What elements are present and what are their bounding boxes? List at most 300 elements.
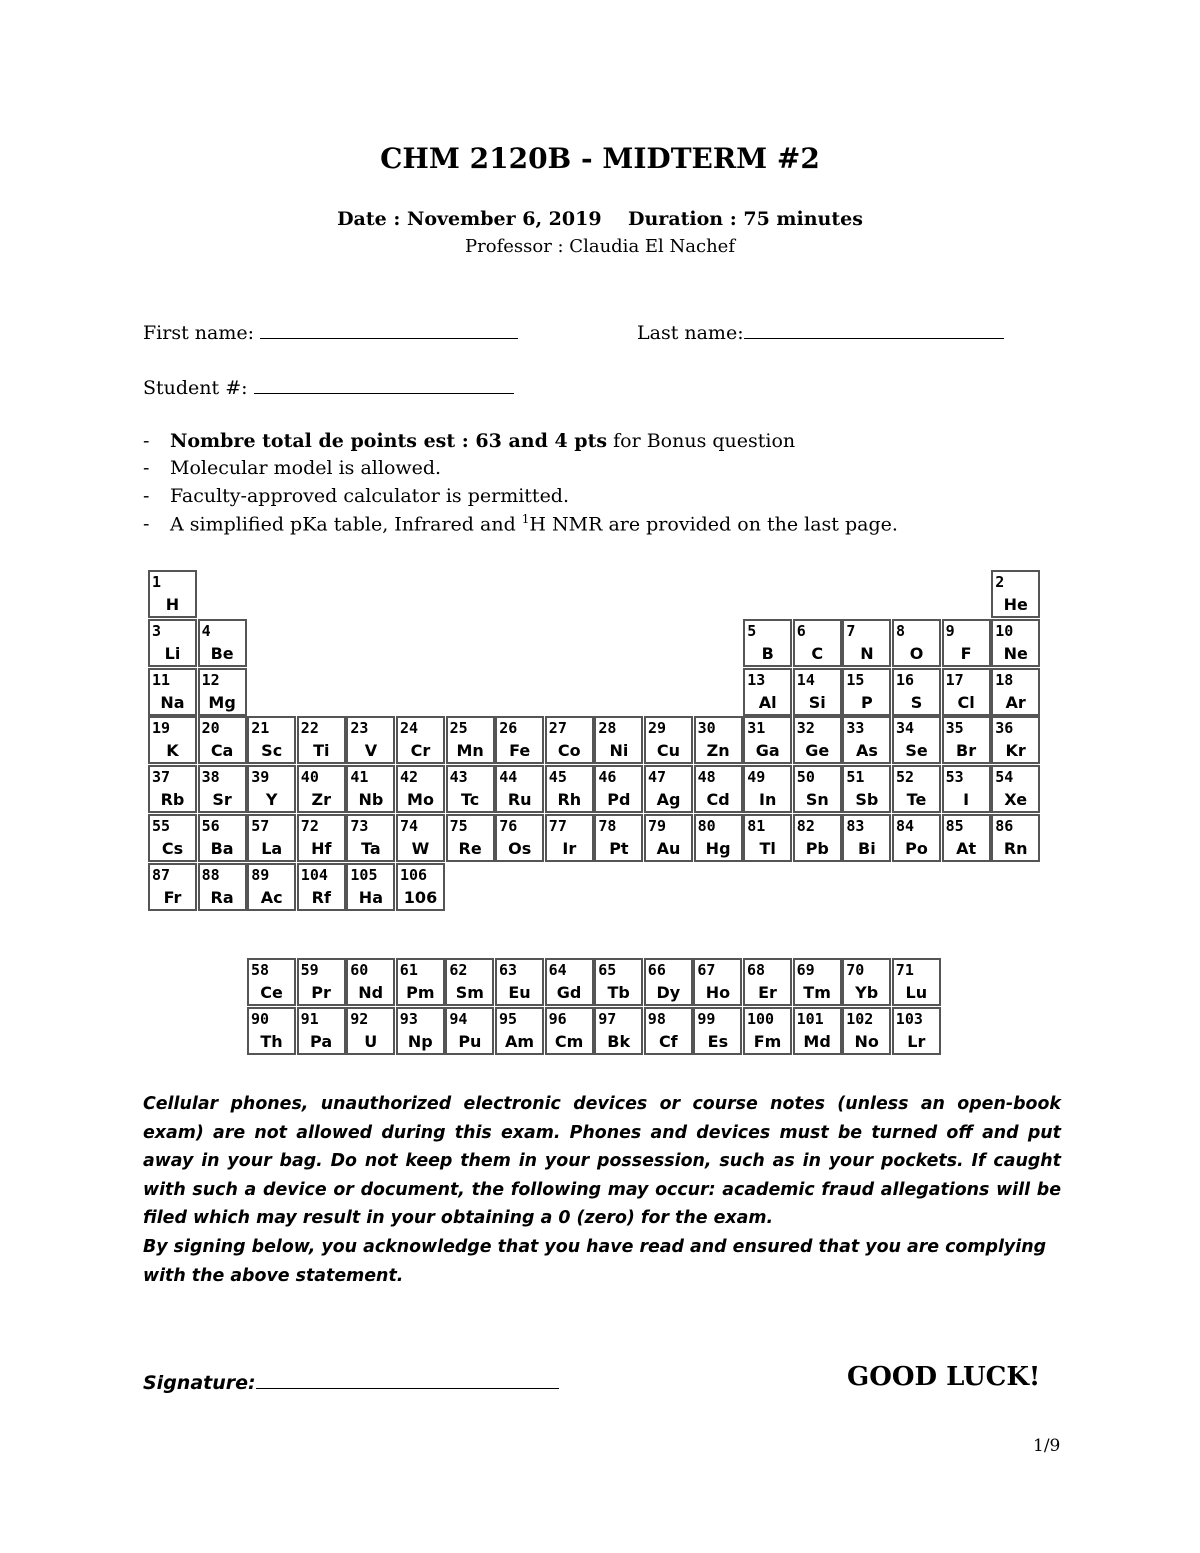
atomic-number: 73 (350, 817, 369, 835)
element-cell (446, 765, 495, 813)
element-cell (991, 814, 1040, 862)
element-cell (346, 814, 395, 862)
element-cell (198, 814, 247, 862)
student-number-blank[interactable] (254, 375, 514, 394)
element-cell (892, 814, 941, 862)
element-cell (743, 1007, 792, 1055)
atomic-number: 45 (548, 768, 567, 787)
element-cell (793, 619, 842, 667)
element-cell (694, 716, 743, 764)
element-symbol: Rf (311, 887, 331, 907)
atomic-number: 13 (747, 670, 766, 689)
atomic-number: 97 (598, 1009, 617, 1028)
element-symbol: Sr (212, 790, 232, 810)
atomic-number: 25 (449, 719, 468, 738)
lanthanide-actinide-table (247, 958, 943, 1056)
element-symbol: C (811, 643, 824, 663)
atomic-number: 41 (350, 768, 369, 787)
element-cell (148, 619, 197, 667)
element-cell (892, 958, 941, 1006)
element-cell (495, 1007, 544, 1055)
element-cell (545, 716, 594, 764)
first-name-label: First name: (143, 322, 254, 344)
atomic-number: 9 (945, 621, 955, 640)
element-cell (297, 958, 346, 1006)
element-cell (247, 765, 296, 813)
element-cell (297, 814, 346, 862)
element-cell (545, 958, 594, 1006)
element-cell (842, 619, 891, 667)
element-cell (793, 1007, 842, 1055)
atomic-number: 37 (152, 768, 171, 787)
atomic-number: 14 (796, 670, 815, 689)
element-symbol: Si (808, 692, 826, 712)
atomic-number: 7 (846, 621, 856, 640)
element-symbol: Ce (260, 983, 283, 1002)
atomic-number: 98 (647, 1009, 666, 1028)
element-cell (396, 1007, 445, 1055)
element-cell (594, 765, 643, 813)
element-cell (693, 958, 742, 1006)
element-symbol: Eu (508, 983, 531, 1002)
element-cell (892, 619, 941, 667)
element-symbol: 106 (403, 887, 438, 907)
element-symbol: Fr (163, 887, 182, 907)
atomic-number: 29 (648, 719, 667, 738)
element-cell (148, 570, 197, 618)
atomic-number: 102 (846, 1009, 874, 1028)
element-symbol: Cs (161, 839, 184, 858)
atomic-number: 89 (251, 865, 270, 884)
professor-line: Professor : Claudia El Nachef (465, 236, 735, 257)
element-cell (842, 716, 891, 764)
element-cell (991, 668, 1040, 716)
element-cell (198, 863, 247, 911)
instruction-item: - Faculty-approved calculator is permitted. (143, 485, 570, 507)
atomic-number: 24 (400, 719, 419, 738)
first-name-blank[interactable] (260, 320, 518, 339)
element-symbol: Cd (706, 790, 730, 810)
atomic-number: 40 (300, 768, 319, 787)
atomic-number: 47 (648, 768, 667, 787)
date-duration-line: Date : November 6, 2019 Duration : 75 minutes (337, 208, 863, 230)
atomic-number: 93 (399, 1009, 418, 1028)
element-symbol: Am (504, 1031, 535, 1051)
element-symbol: Ag (656, 790, 681, 810)
element-symbol: Tl (759, 839, 776, 858)
element-symbol: Li (164, 643, 181, 663)
atomic-number: 12 (201, 670, 220, 689)
periodic-table (148, 570, 1042, 912)
element-symbol: Gd (556, 983, 582, 1002)
element-symbol: Er (758, 983, 777, 1002)
atomic-number: 6 (796, 621, 806, 640)
element-cell (942, 814, 991, 862)
element-cell (445, 1007, 494, 1055)
signature-blank[interactable] (256, 1370, 559, 1389)
atomic-number: 81 (747, 817, 766, 835)
element-symbol: Se (905, 741, 928, 761)
element-symbol: La (261, 839, 283, 858)
element-cell (148, 765, 197, 813)
element-symbol: Md (803, 1031, 831, 1051)
atomic-number: 20 (201, 719, 220, 738)
element-cell (495, 716, 544, 764)
element-symbol: U (364, 1031, 378, 1051)
atomic-number: 66 (647, 961, 666, 979)
atomic-number: 59 (300, 961, 319, 979)
element-symbol: Th (260, 1031, 283, 1051)
element-symbol: Al (758, 692, 777, 712)
element-symbol: Ba (210, 839, 234, 858)
element-cell (743, 619, 792, 667)
atomic-number: 22 (300, 719, 319, 738)
element-cell (445, 958, 494, 1006)
element-cell (148, 716, 197, 764)
atomic-number: 30 (697, 719, 716, 738)
element-symbol: Lu (905, 983, 928, 1002)
atomic-number: 19 (152, 719, 171, 738)
atomic-number: 84 (896, 817, 915, 835)
element-cell (148, 814, 197, 862)
element-symbol: Au (656, 839, 681, 858)
notice-paragraph: Cellular phones, unauthorized electronic devices or course notes (unless an open-book exam) are not allowed during this exam. Phones and devices must be turned off and put away in your bag. Do not keep them in your possession, such as in your pockets. If caught with such a device or document, the following may occur: academic fraud allegations will be filed which may result in your obtaining a 0 (zero) for the exam. (143, 1094, 1061, 1229)
element-cell (942, 765, 991, 813)
element-cell (594, 716, 643, 764)
element-cell (297, 716, 346, 764)
element-symbol: Rb (160, 790, 185, 810)
element-symbol: Dy (656, 983, 681, 1002)
atomic-number: 10 (995, 621, 1014, 640)
atomic-number: 94 (449, 1009, 468, 1028)
element-symbol: Tb (607, 983, 630, 1002)
element-symbol: I (963, 790, 970, 810)
element-cell (942, 619, 991, 667)
element-symbol: As (855, 741, 878, 761)
element-cell (892, 765, 941, 813)
element-symbol: O (909, 643, 924, 663)
element-cell (495, 765, 544, 813)
atomic-number: 62 (449, 961, 468, 979)
atomic-number: 65 (598, 961, 617, 979)
element-cell (198, 765, 247, 813)
element-cell (743, 814, 792, 862)
element-cell (694, 765, 743, 813)
element-cell (942, 668, 991, 716)
element-cell (545, 765, 594, 813)
element-symbol: Pu (458, 1031, 482, 1051)
element-cell (842, 668, 891, 716)
atomic-number: 77 (548, 817, 567, 835)
atomic-number: 46 (598, 768, 617, 787)
element-symbol: Y (265, 790, 278, 810)
element-cell (644, 958, 693, 1006)
student-number-field (143, 375, 514, 399)
atomic-number: 101 (796, 1009, 824, 1028)
element-symbol: Cr (410, 741, 431, 761)
element-cell (644, 765, 693, 813)
element-cell (743, 765, 792, 813)
element-symbol: Ha (358, 887, 383, 907)
instruction-item: - A simplified pKa table, Infrared and $^1$H NMR are provided on the last page. (143, 512, 898, 536)
element-symbol: Nd (358, 983, 384, 1002)
element-symbol: Cm (554, 1031, 584, 1051)
element-symbol: Ta (361, 839, 381, 858)
element-symbol: K (166, 741, 179, 761)
atomic-number: 18 (995, 670, 1014, 689)
element-symbol: Pd (607, 790, 631, 810)
atomic-number: 57 (251, 817, 270, 835)
atomic-number: 82 (796, 817, 815, 835)
atomic-number: 27 (548, 719, 567, 738)
element-symbol: Zn (706, 741, 730, 761)
element-symbol: Co (557, 741, 581, 761)
atomic-number: 91 (300, 1009, 319, 1028)
element-symbol: Tm (803, 983, 831, 1002)
element-symbol: Mn (456, 741, 484, 761)
element-cell (991, 570, 1040, 618)
element-cell (991, 716, 1040, 764)
element-symbol: Fe (509, 741, 531, 761)
element-symbol: Nb (358, 790, 384, 810)
atomic-number: 5 (747, 621, 757, 640)
element-cell (148, 863, 197, 911)
notice-paragraph: By signing below, you acknowledge that you have read and ensured that you are complying with the above statement. (143, 1236, 1047, 1286)
element-cell (297, 1007, 346, 1055)
last-name-field (637, 320, 1004, 344)
atomic-number: 43 (449, 768, 468, 787)
element-cell (942, 716, 991, 764)
element-symbol: Po (905, 839, 928, 858)
element-symbol: Sm (455, 983, 484, 1002)
atomic-number: 39 (251, 768, 270, 787)
atomic-number: 85 (945, 817, 964, 835)
element-symbol: Es (707, 1031, 729, 1051)
element-symbol: Ga (755, 741, 780, 761)
element-symbol: Rn (1003, 839, 1028, 858)
atomic-number: 79 (648, 817, 667, 835)
element-symbol: Zr (311, 790, 332, 810)
atomic-number: 53 (945, 768, 964, 787)
atomic-number: 3 (152, 621, 162, 640)
element-symbol: B (761, 643, 774, 663)
element-symbol: Be (210, 643, 234, 663)
element-cell (694, 814, 743, 862)
instruction-item: - Nombre total de points est : 63 and 4 pts for Bonus question (143, 430, 796, 452)
atomic-number: 16 (896, 670, 915, 689)
signature-field (143, 1370, 559, 1394)
element-cell (743, 716, 792, 764)
total-points-text: Nombre total de points est : 63 and 4 pts (170, 430, 608, 452)
element-cell (594, 958, 643, 1006)
element-cell (446, 716, 495, 764)
element-cell (198, 668, 247, 716)
element-symbol: Np (407, 1031, 433, 1051)
atomic-number: 74 (400, 817, 419, 835)
element-symbol: W (411, 839, 430, 858)
atomic-number: 15 (846, 670, 865, 689)
element-symbol: Pt (609, 839, 629, 858)
element-symbol: Ar (1005, 692, 1026, 712)
signature-label: Signature: (143, 1372, 256, 1394)
element-symbol: Yb (855, 983, 879, 1002)
element-symbol: Bi (858, 839, 876, 858)
element-cell (247, 716, 296, 764)
element-cell (793, 958, 842, 1006)
atomic-number: 52 (896, 768, 915, 787)
element-symbol: Br (956, 741, 977, 761)
element-cell (842, 1007, 891, 1055)
atomic-number: 21 (251, 719, 270, 738)
element-symbol: Pb (805, 839, 829, 858)
atomic-number: 49 (747, 768, 766, 787)
atomic-number: 11 (152, 670, 171, 689)
element-cell (346, 863, 395, 911)
element-cell (297, 765, 346, 813)
atomic-number: 88 (201, 865, 220, 884)
atomic-number: 50 (796, 768, 815, 787)
atomic-number: 92 (350, 1009, 369, 1028)
atomic-number: 96 (548, 1009, 567, 1028)
atomic-number: 106 (400, 865, 428, 884)
element-cell (247, 1007, 296, 1055)
element-cell (594, 1007, 643, 1055)
element-symbol: Fm (753, 1031, 782, 1051)
element-symbol: Ru (507, 790, 532, 810)
element-cell (991, 765, 1040, 813)
atomic-number: 100 (747, 1009, 775, 1028)
first-name-field (143, 320, 518, 344)
last-name-blank[interactable] (744, 320, 1004, 339)
atomic-number: 90 (251, 1009, 270, 1028)
element-cell (991, 619, 1040, 667)
element-cell (793, 668, 842, 716)
element-symbol: Ac (260, 887, 283, 907)
element-cell (743, 958, 792, 1006)
element-cell (198, 716, 247, 764)
element-cell (842, 958, 891, 1006)
element-symbol: S (910, 692, 923, 712)
atomic-number: 68 (747, 961, 766, 979)
element-cell (396, 814, 445, 862)
atomic-number: 70 (846, 961, 865, 979)
element-cell (396, 765, 445, 813)
element-symbol: Sn (805, 790, 829, 810)
atomic-number: 104 (300, 865, 328, 884)
element-cell (644, 1007, 693, 1055)
atomic-number: 26 (499, 719, 518, 738)
element-cell (247, 814, 296, 862)
element-symbol: Ca (210, 741, 234, 761)
atomic-number: 95 (499, 1009, 518, 1028)
element-cell (396, 716, 445, 764)
atomic-number: 28 (598, 719, 617, 738)
element-cell (644, 814, 693, 862)
atomic-number: 72 (300, 817, 319, 835)
atomic-number: 17 (945, 670, 964, 689)
atomic-number: 63 (499, 961, 518, 979)
element-cell (396, 863, 445, 911)
element-cell (346, 765, 395, 813)
element-cell (793, 814, 842, 862)
element-symbol: Pa (310, 1031, 333, 1051)
atomic-number: 32 (796, 719, 815, 738)
element-cell (346, 716, 395, 764)
element-symbol: N (860, 643, 874, 663)
element-cell (247, 863, 296, 911)
element-symbol: Ra (210, 887, 234, 907)
element-symbol: Tc (460, 790, 480, 810)
atomic-number: 58 (251, 961, 270, 979)
element-cell (148, 668, 197, 716)
element-symbol: Cl (957, 692, 975, 712)
element-symbol: Cu (656, 741, 681, 761)
element-symbol: Hg (705, 839, 731, 858)
atomic-number: 1 (152, 573, 162, 591)
good-luck-text: GOOD LUCK! (847, 1362, 1041, 1392)
element-symbol: Re (458, 839, 482, 858)
element-cell (495, 958, 544, 1006)
element-symbol: Sb (855, 790, 879, 810)
atomic-number: 75 (449, 817, 468, 835)
element-cell (842, 814, 891, 862)
element-symbol: Ho (705, 983, 731, 1002)
element-cell (396, 958, 445, 1006)
element-symbol: Pm (406, 983, 435, 1002)
element-cell (892, 716, 941, 764)
element-cell (446, 814, 495, 862)
atomic-number: 105 (350, 865, 378, 884)
atomic-number: 33 (846, 719, 865, 738)
element-symbol: Ir (562, 839, 577, 858)
element-cell (297, 863, 346, 911)
element-symbol: Ne (1003, 643, 1028, 663)
atomic-number: 67 (697, 961, 716, 979)
element-cell (892, 668, 941, 716)
element-symbol: H (165, 595, 180, 614)
element-symbol: At (956, 839, 977, 858)
atomic-number: 4 (201, 621, 211, 640)
atomic-number: 103 (895, 1009, 923, 1028)
element-cell (793, 716, 842, 764)
element-symbol: Kr (1005, 741, 1026, 761)
element-cell (247, 958, 296, 1006)
atomic-number: 51 (846, 768, 865, 787)
atomic-number: 76 (499, 817, 518, 835)
element-cell (495, 814, 544, 862)
student-number-label: Student #: (143, 377, 248, 399)
element-symbol: Sc (261, 741, 283, 761)
element-symbol: Xe (1004, 790, 1028, 810)
element-symbol: He (1003, 595, 1028, 614)
element-symbol: Os (508, 839, 532, 858)
element-cell (644, 716, 693, 764)
element-symbol: P (861, 692, 873, 712)
atomic-number: 71 (895, 961, 914, 979)
element-cell (793, 765, 842, 813)
instruction-item: - Molecular model is allowed. (143, 457, 442, 479)
element-symbol: V (364, 741, 378, 761)
element-symbol: Bk (607, 1031, 631, 1051)
atomic-number: 48 (697, 768, 716, 787)
atomic-number: 87 (152, 865, 171, 884)
element-symbol: Rh (557, 790, 582, 810)
element-cell (892, 1007, 941, 1055)
atomic-number: 80 (697, 817, 716, 835)
atomic-number: 34 (896, 719, 915, 738)
element-symbol: Ni (609, 741, 629, 761)
element-symbol: Ti (313, 741, 330, 761)
